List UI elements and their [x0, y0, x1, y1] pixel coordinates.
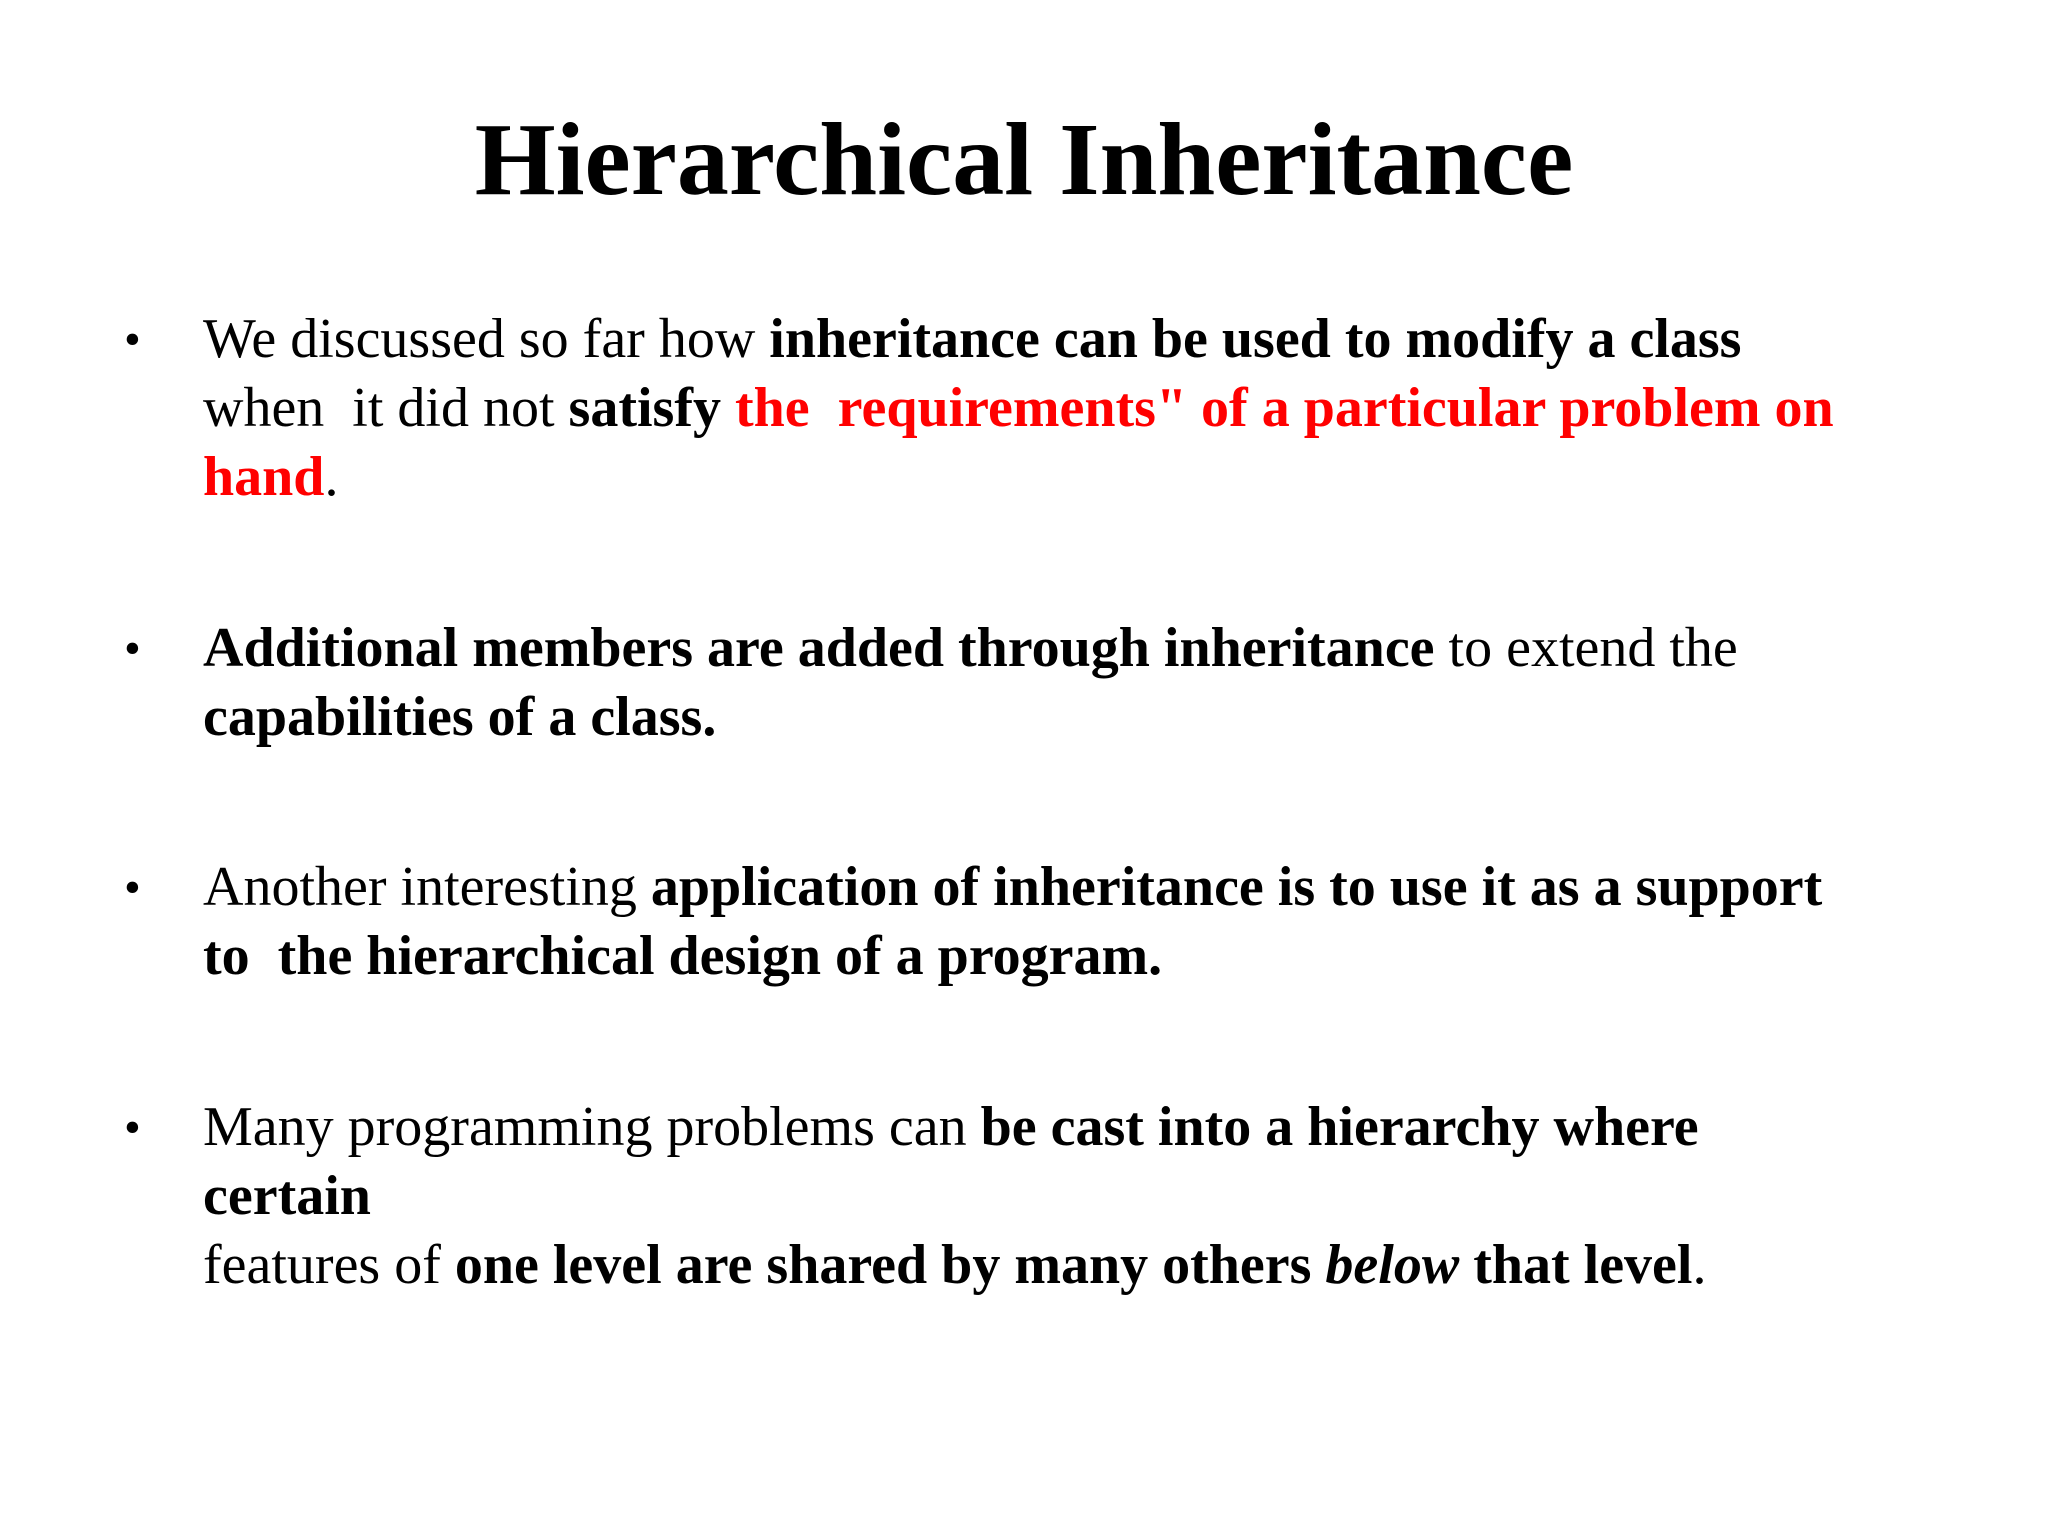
bullet-text: [203, 305, 1903, 512]
bullet-line: We discussed so far how inheritance can be used to modify a class: [203, 308, 1742, 370]
bullet-dot-icon: •: [124, 1101, 141, 1154]
bullet-line: Many programming problems can be cast into a hierarchy where: [203, 1096, 1699, 1158]
bullet-text: [203, 853, 1903, 991]
bullet-dot-icon: •: [124, 861, 141, 914]
slide-title: Hierarchical Inheritance: [474, 102, 1574, 217]
bullet-text: [203, 614, 1903, 752]
bullet-line: hand.: [203, 446, 339, 508]
bullet-line: when it did not satisfy the requirements" of a particular problem on: [203, 377, 1834, 439]
bullet-line: capabilities of a class.: [203, 686, 717, 748]
highlight-text: hand: [203, 446, 325, 508]
bullet-dot-icon: •: [124, 622, 141, 675]
bullet-text: [203, 1093, 1903, 1300]
bullet-dot-icon: •: [124, 313, 141, 366]
bullet-line: certain: [203, 1165, 371, 1227]
highlight-text: the requirements" of a particular problem on: [734, 377, 1834, 439]
bullet-line: Additional members are added through inheritance to extend the: [203, 617, 1738, 679]
bullet-line: to the hierarchical design of a program.: [203, 925, 1163, 987]
emphasis-text: below: [1325, 1234, 1460, 1296]
bullet-line: features of one level are shared by many others below that level.: [203, 1234, 1707, 1296]
bullet-line: Another interesting application of inheritance is to use it as a support: [203, 856, 1823, 918]
